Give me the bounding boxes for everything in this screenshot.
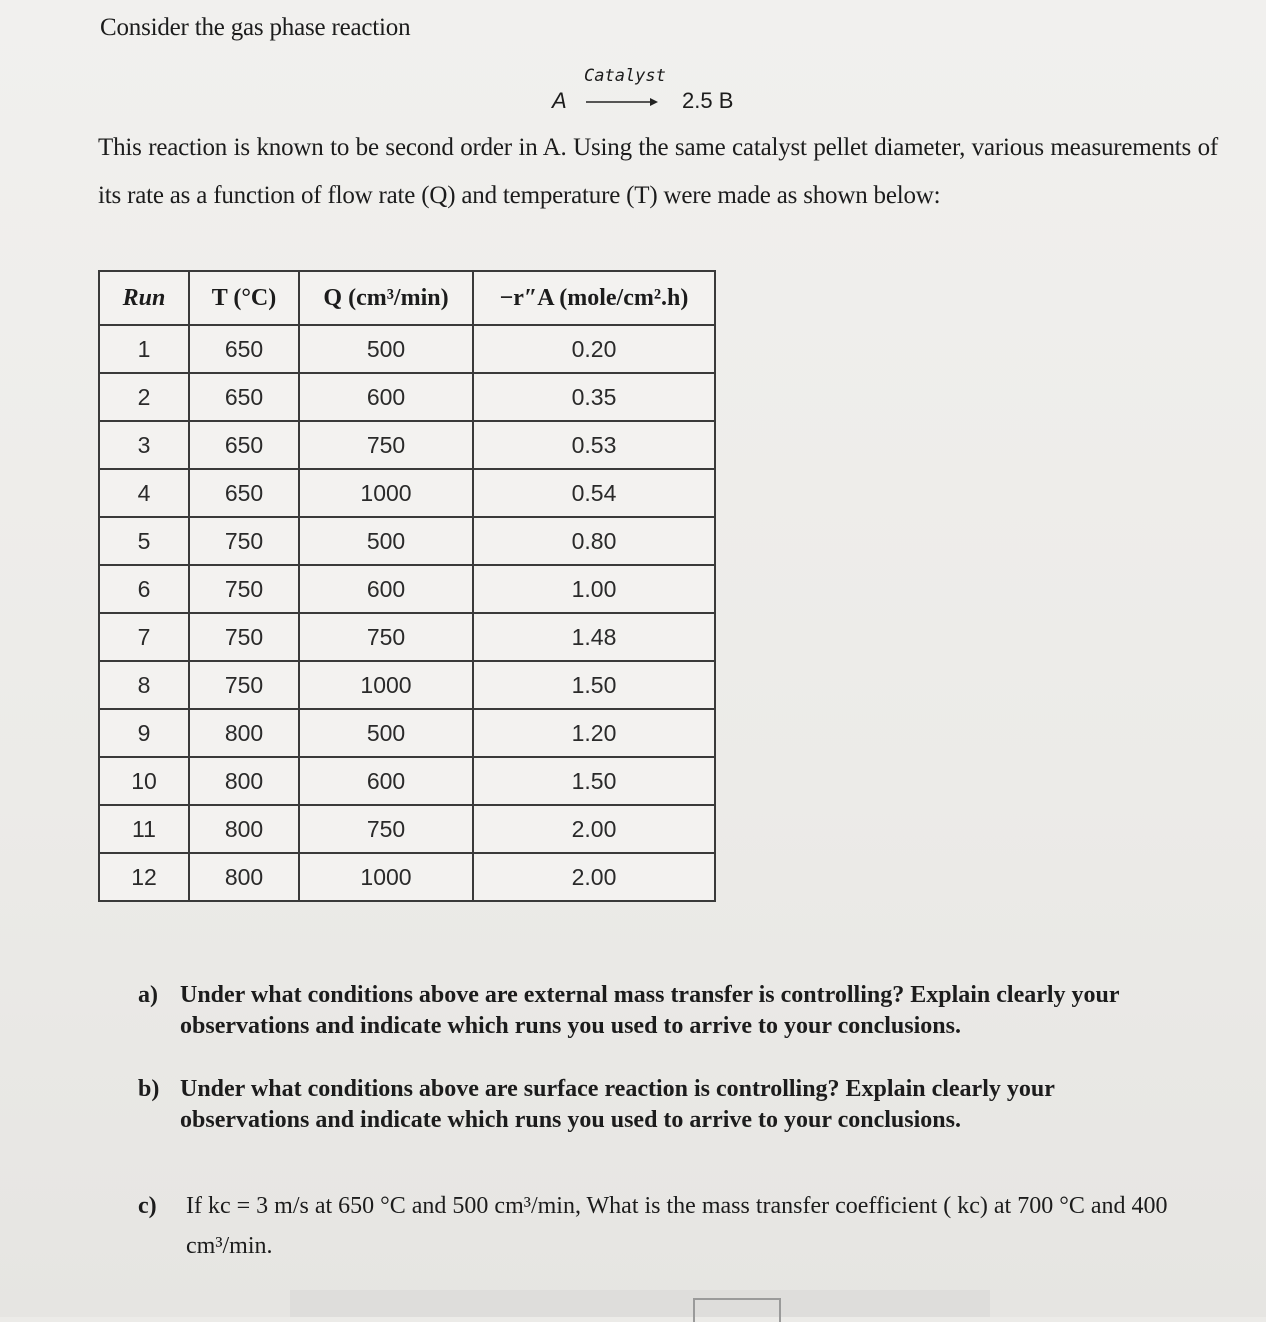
cell-run: 2 [99, 373, 189, 421]
product-label: 2.5 B [682, 88, 734, 113]
question-letter: b) [138, 1076, 160, 1102]
cell-rate: 1.48 [473, 613, 715, 661]
cell-temperature: 800 [189, 805, 299, 853]
question-letter: c) [138, 1193, 157, 1219]
cell-temperature: 750 [189, 661, 299, 709]
bottom-frame [693, 1298, 781, 1322]
cell-flow-rate: 750 [299, 421, 473, 469]
cell-run: 3 [99, 421, 189, 469]
question-a [138, 980, 1178, 1042]
table-row [99, 661, 715, 709]
cell-temperature: 750 [189, 517, 299, 565]
cell-rate: 0.54 [473, 469, 715, 517]
question-text: Under what conditions above are external mass transfer is controlling? Explain clearly your observations and indicate which runs you used to arrive to your conclusions. [180, 982, 1120, 1039]
cell-flow-rate: 500 [299, 325, 473, 373]
table-row [99, 325, 715, 373]
cell-temperature: 650 [189, 421, 299, 469]
question-b [138, 1074, 1178, 1136]
catalyst-label: Catalyst [584, 66, 666, 86]
table-header-row [99, 271, 715, 325]
question-c [138, 1186, 1178, 1266]
cell-temperature: 800 [189, 757, 299, 805]
question-text: If kc = 3 m/s at 650 °C and 500 cm³/min, What is the mass transfer coefficient ( kc) at 700 °C and 400 cm³/min. [186, 1193, 1168, 1259]
cell-rate: 0.35 [473, 373, 715, 421]
cell-flow-rate: 1000 [299, 469, 473, 517]
cell-rate: 2.00 [473, 853, 715, 901]
cell-flow-rate: 750 [299, 613, 473, 661]
cell-flow-rate: 500 [299, 709, 473, 757]
cell-rate: 2.00 [473, 805, 715, 853]
table-row [99, 613, 715, 661]
cell-flow-rate: 600 [299, 565, 473, 613]
cell-rate: 1.50 [473, 757, 715, 805]
cell-rate: 1.50 [473, 661, 715, 709]
cell-run: 5 [99, 517, 189, 565]
cell-temperature: 800 [189, 853, 299, 901]
bottom-shadow [290, 1290, 990, 1317]
reaction-arrow-icon [586, 96, 658, 108]
rate-data-table [98, 270, 716, 902]
cell-run: 9 [99, 709, 189, 757]
cell-flow-rate: 600 [299, 757, 473, 805]
table-row [99, 421, 715, 469]
reactant-label: A [552, 88, 567, 113]
cell-run: 7 [99, 613, 189, 661]
table-row [99, 853, 715, 901]
header-temperature: T (°C) [189, 271, 299, 325]
cell-temperature: 800 [189, 709, 299, 757]
table-row [99, 469, 715, 517]
question-text: Under what conditions above are surface reaction is controlling? Explain clearly your observations and indicate which runs you used to arrive to your conclusions. [180, 1076, 1055, 1133]
cell-run: 1 [99, 325, 189, 373]
header-run: Run [99, 271, 189, 325]
question-list [138, 980, 1178, 1298]
cell-temperature: 750 [189, 565, 299, 613]
cell-temperature: 750 [189, 613, 299, 661]
intro-text: Consider the gas phase reaction [100, 14, 411, 41]
header-flow-rate: Q (cm³/min) [299, 271, 473, 325]
header-rate: −r″A (mole/cm².h) [473, 271, 715, 325]
cell-rate: 0.53 [473, 421, 715, 469]
cell-temperature: 650 [189, 469, 299, 517]
cell-rate: 1.00 [473, 565, 715, 613]
reaction-equation [552, 66, 772, 118]
cell-rate: 0.80 [473, 517, 715, 565]
table-row [99, 565, 715, 613]
cell-temperature: 650 [189, 325, 299, 373]
cell-run: 11 [99, 805, 189, 853]
cell-run: 10 [99, 757, 189, 805]
cell-rate: 1.20 [473, 709, 715, 757]
table-row [99, 757, 715, 805]
table-row [99, 709, 715, 757]
table-row [99, 805, 715, 853]
cell-run: 4 [99, 469, 189, 517]
cell-flow-rate: 600 [299, 373, 473, 421]
table-row [99, 517, 715, 565]
cell-temperature: 650 [189, 373, 299, 421]
cell-run: 6 [99, 565, 189, 613]
cell-run: 8 [99, 661, 189, 709]
cell-rate: 0.20 [473, 325, 715, 373]
cell-flow-rate: 500 [299, 517, 473, 565]
table-body [99, 325, 715, 901]
cell-flow-rate: 1000 [299, 853, 473, 901]
question-letter: a) [138, 982, 158, 1008]
problem-description: This reaction is known to be second order in A. Using the same catalyst pellet diameter, various measurements of its rate as a function of flow rate (Q) and temperature (T) were made as shown below: [98, 134, 1218, 209]
cell-flow-rate: 750 [299, 805, 473, 853]
cell-flow-rate: 1000 [299, 661, 473, 709]
cell-run: 12 [99, 853, 189, 901]
table-row [99, 373, 715, 421]
